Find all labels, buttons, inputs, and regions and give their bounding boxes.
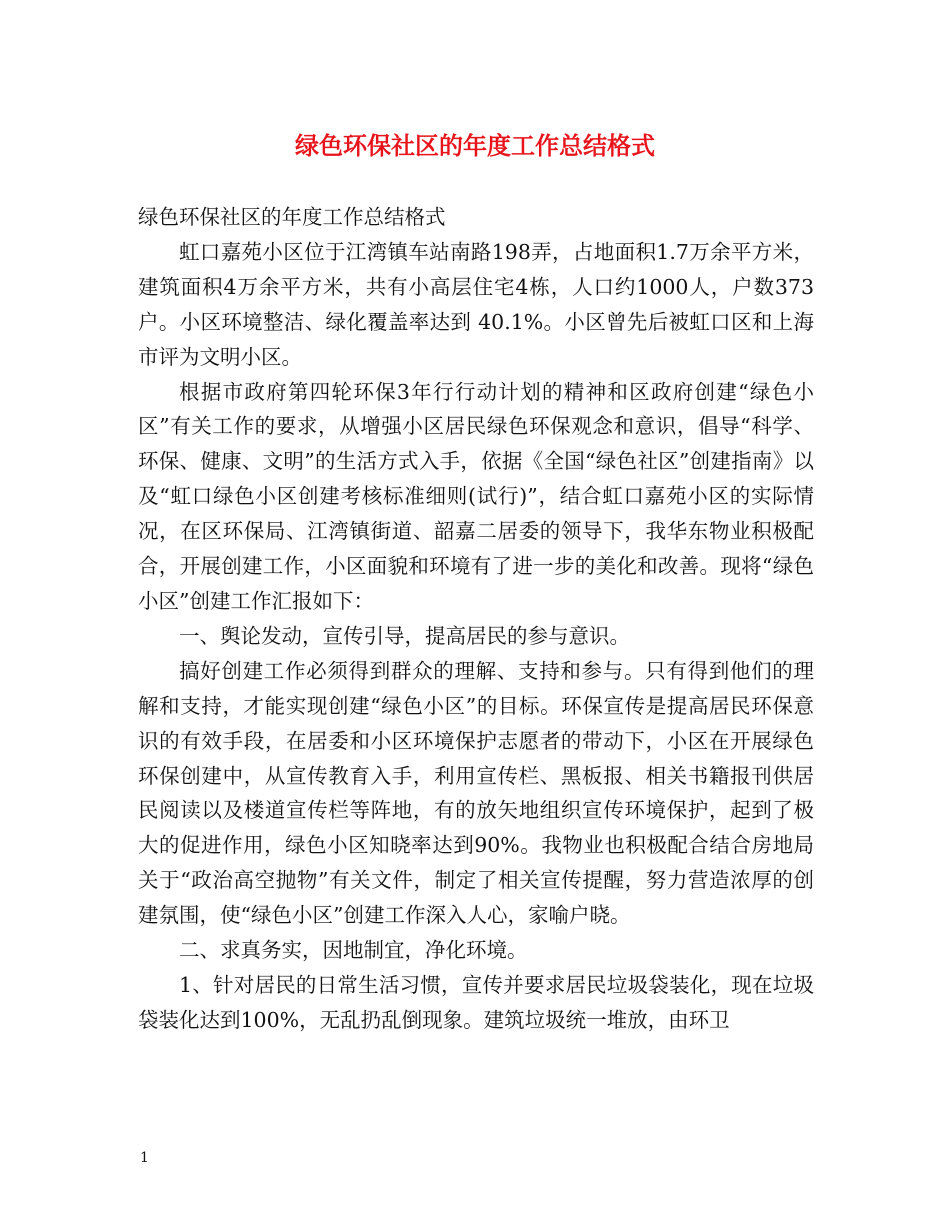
paragraph-waste: 1、针对居民的日常生活习惯，宣传并要求居民垃圾袋装化，现在垃圾袋装化达到100%，无乱扔乱倒现象。建筑垃圾统一堆放，由环卫	[138, 972, 814, 1032]
page-number: 1	[140, 1150, 149, 1166]
document-subtitle: 绿色环保社区的年度工作总结格式	[138, 205, 446, 229]
document-title: 绿色环保社区的年度工作总结格式	[295, 131, 655, 160]
document-body	[138, 200, 814, 1038]
paragraph-intro: 虹口嘉苑小区位于江湾镇车站南路198弄，占地面积1.7万余平方米，建筑面积4万余平方米，共有小高层住宅4栋，人口约1000人，户数373户。小区环境整洁、绿化覆盖率达到 40.1%。小区曾先后被虹口区和上海市评为文明小区。	[138, 239, 814, 369]
paragraph-publicity: 搞好创建工作必须得到群众的理解、支持和参与。只有得到他们的理解和支持，才能实现创建“绿色小区”的目标。环保宣传是提高居民环保意识的有效手段，在居委和小区环境保护志愿者的带动下，小区在开展绿色环保创建中，从宣传教育入手，利用宣传栏、黑板报、相关书籍报刊供居民阅读以及楼道宣传栏等阵地，有的放矢地组织宣传环境保护，起到了极大的促进作用，绿色小区知晓率达到90%。我物业也积极配合结合房地局关于“政治高空抛物”有关文件，制定了相关宣传提醒，努力营造浓厚的创建氛围，使“绿色小区”创建工作深入人心，家喻户晓。	[138, 658, 814, 928]
section-heading-2: 二、求真务实，因地制宜，净化环境。	[179, 938, 528, 963]
section-heading-1: 一、舆论发动，宣传引导，提高居民的参与意识。	[179, 623, 630, 648]
paragraph-background: 根据市政府第四轮环保3年行行动计划的精神和区政府创建“绿色小区”有关工作的要求，从增强小区居民绿色环保观念和意识，倡导“科学、环保、健康、文明”的生活方式入手，依据《全国“绿色社区”创建指南》以及“虹口绿色小区创建考核标准细则(试行)”，结合虹口嘉苑小区的实际情况，在区环保局、江湾镇街道、韶嘉二居委的领导下，我华东物业积极配合，开展创建工作，小区面貌和环境有了进一步的美化和改善。现将“绿色小区”创建工作汇报如下：	[138, 379, 814, 613]
